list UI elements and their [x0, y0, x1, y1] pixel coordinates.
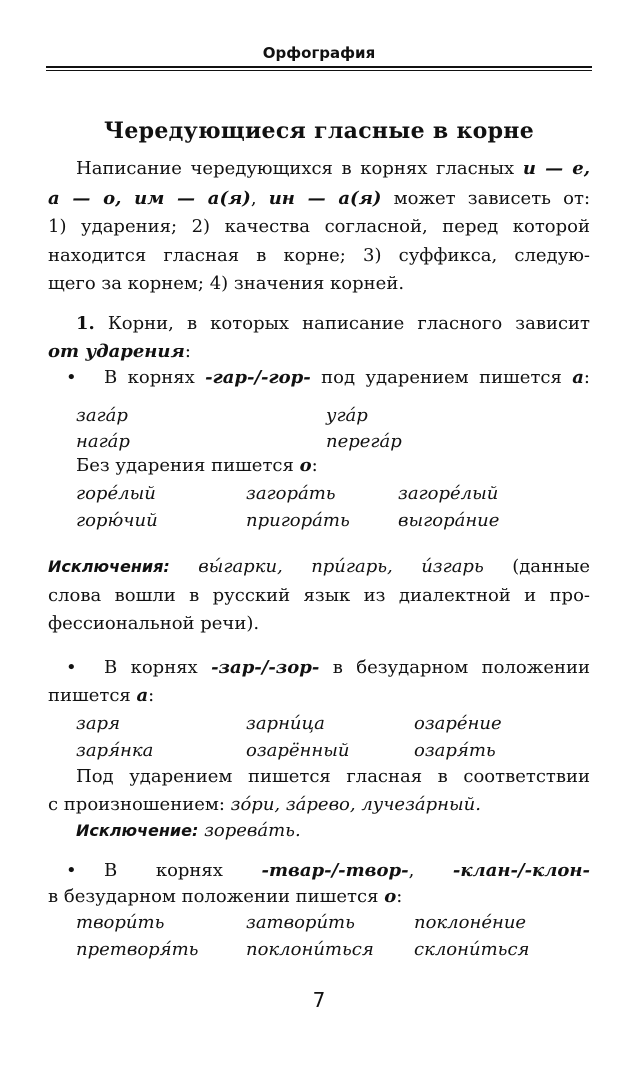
- colon: :: [583, 367, 590, 388]
- bullet-text: в безударном положении пишется: [48, 886, 385, 907]
- page-number: 7: [312, 988, 326, 1012]
- intro-text: ,: [250, 188, 269, 209]
- word-example: озаря́ть: [414, 740, 496, 761]
- word-example: пригорáть: [246, 510, 350, 531]
- bullet-1: •: [66, 367, 77, 388]
- stress-text: с произношением:: [48, 794, 231, 815]
- colon: :: [184, 341, 191, 362]
- exception-word: зоревáть.: [198, 820, 301, 841]
- word-example: заря́нка: [76, 740, 154, 761]
- stress-line-1: Под ударением пишется гласная в соответствии: [76, 766, 590, 787]
- bullet-3: •: [66, 860, 77, 881]
- exceptions-line-2: слова вошли в русский язык из диалектной и про-: [48, 585, 590, 606]
- bullet-text: в безударном положении: [319, 657, 590, 678]
- bullet-3-line-2: [48, 886, 402, 907]
- word-example: поклонéние: [414, 912, 527, 933]
- exception-line: [76, 820, 301, 841]
- header-rule: [46, 66, 592, 68]
- word-example: горéлый: [76, 483, 156, 504]
- word-example: выгорáние: [398, 510, 500, 531]
- root-zar-zor: -зар-/-зор-: [211, 657, 320, 678]
- bullet-text: В корнях: [104, 860, 262, 881]
- exceptions-text: (данные: [483, 556, 591, 577]
- vowel-a: а: [572, 367, 584, 388]
- bullet-1-text: [104, 367, 590, 388]
- intro-text: Написание чередующихся в корнях гласных: [76, 158, 523, 179]
- bullet-text: пишется: [48, 685, 137, 706]
- section-title: Чередующиеся гласные в корне: [103, 118, 535, 144]
- intro-line-5: щего за корнем; 4) значения корней.: [48, 273, 405, 294]
- colon: :: [148, 685, 155, 706]
- intro-line-1: [48, 158, 590, 179]
- word-example: затвори́ть: [246, 912, 355, 933]
- exceptions-line-1: [48, 556, 590, 577]
- word-example: загáр: [76, 405, 128, 426]
- intro-vowels: а — о, им — а(я): [48, 188, 251, 209]
- section1-line-2: [48, 341, 191, 362]
- no-stress-line: [76, 455, 318, 476]
- bullet-2: •: [66, 657, 77, 678]
- intro-line-2: [48, 188, 590, 209]
- word-example: угáр: [326, 405, 368, 426]
- word-example: твори́ть: [76, 912, 165, 933]
- bullet-3-text: [104, 860, 590, 881]
- no-stress-text: Без ударения пишется: [76, 455, 300, 476]
- emphasis-text: от ударения: [48, 341, 185, 362]
- word-example: заря: [76, 713, 120, 734]
- root-tvar-tvor: -твар-/-твор-: [261, 860, 409, 881]
- word-example: поклони́ться: [246, 939, 374, 960]
- stress-examples: зóри, зáрево, лучезáрный.: [230, 794, 481, 815]
- stress-line-2: [48, 794, 481, 815]
- word-example: загорáть: [246, 483, 336, 504]
- word-example: склони́ться: [414, 939, 530, 960]
- bullet-text: В корнях: [104, 367, 206, 388]
- vowel-a: а: [136, 685, 149, 706]
- item-number: 1.: [76, 313, 95, 334]
- intro-line-4: находится гласная в корне; 3) суффикса, следую-: [48, 245, 590, 266]
- exceptions-label: Исключения:: [48, 557, 170, 576]
- bullet-text: под ударением пишется: [310, 367, 573, 388]
- word-example: перегáр: [326, 431, 402, 452]
- bullet-2-line-2: [48, 685, 154, 706]
- colon: :: [311, 455, 318, 476]
- intro-line-3: 1) ударения; 2) качества согласной, перед которой: [48, 216, 590, 237]
- word-example: горю́чий: [76, 510, 158, 531]
- word-example: загорéлый: [398, 483, 499, 504]
- running-head: Орфография: [262, 44, 376, 62]
- bullet-text: В корнях: [104, 657, 212, 678]
- root-gar-gor: -гар-/-гор-: [205, 367, 311, 388]
- exception-words: вы́гарки, при́гарь, и́згарь: [169, 556, 484, 577]
- section1-text: Корни, в которых написание гласного зависит: [94, 313, 590, 334]
- section1-line-1: [48, 313, 590, 334]
- root-klan-klon: -клан-/-клон-: [452, 860, 590, 881]
- comma: ,: [408, 860, 453, 881]
- word-example: озарённый: [246, 740, 350, 761]
- intro-text: может зависеть от:: [381, 188, 591, 209]
- word-example: нагáр: [76, 431, 130, 452]
- exceptions-line-3: фессиональной речи).: [48, 613, 260, 634]
- word-example: претворя́ть: [76, 939, 199, 960]
- vowel-o: о: [384, 886, 397, 907]
- intro-vowels: и — е,: [522, 158, 591, 179]
- colon: :: [396, 886, 403, 907]
- exception-label: Исключение:: [76, 821, 199, 840]
- header-rule-thin: [46, 70, 592, 71]
- bullet-2-text: [104, 657, 590, 678]
- word-example: зарни́ца: [246, 713, 325, 734]
- intro-vowels: ин — а(я): [268, 188, 382, 209]
- word-example: озарéние: [414, 713, 502, 734]
- vowel-o: о: [299, 455, 312, 476]
